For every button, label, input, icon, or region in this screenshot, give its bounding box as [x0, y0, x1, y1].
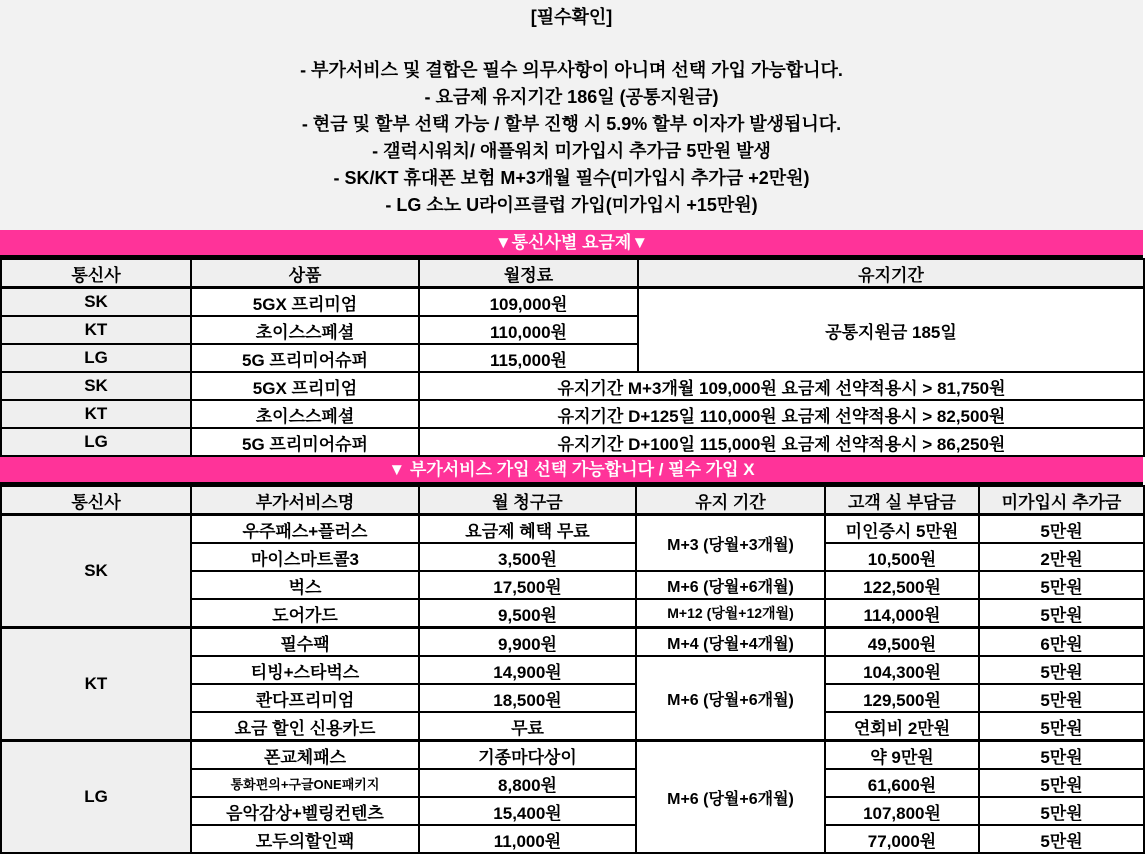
column-header-carrier: 통신사	[1, 486, 191, 515]
addon-row-sk	[1, 515, 1144, 544]
product-cell: 초이스스페셜	[191, 316, 419, 344]
support-note-cell: 공통지원금 185일	[638, 288, 1144, 373]
plan-table-banner: ▼통신사별 요금제▼	[0, 230, 1143, 258]
cost-cell: 122,500원	[825, 571, 979, 599]
carrier-cell: LG	[1, 344, 191, 372]
notice-block	[0, 0, 1143, 219]
monthly-cell: 14,900원	[419, 656, 636, 684]
column-header-carrier: 통신사	[1, 259, 191, 288]
service-cell: 음악감상+벨링컨텐츠	[191, 797, 419, 825]
period-cell: M+6 (당월+6개월)	[636, 656, 825, 741]
service-cell: 필수팩	[191, 628, 419, 657]
column-header-maintain: 유지기간	[638, 259, 1144, 288]
column-header-service: 부가서비스명	[191, 486, 419, 515]
penalty-cell: 6만원	[979, 628, 1144, 657]
service-cell: 도어가드	[191, 599, 419, 628]
service-cell: 티빙+스타벅스	[191, 656, 419, 684]
monthly-cell: 11,000원	[419, 825, 636, 853]
period-cell: M+3 (당월+3개월)	[636, 515, 825, 572]
cost-cell: 연회비 2만원	[825, 712, 979, 741]
penalty-cell: 5만원	[979, 599, 1144, 628]
monthly-cell: 8,800원	[419, 769, 636, 797]
fee-cell: 109,000원	[419, 288, 638, 317]
column-header-monthly-fee: 월정료	[419, 259, 638, 288]
period-cell: M+6 (당월+6개월)	[636, 741, 825, 854]
cost-cell: 10,500원	[825, 543, 979, 571]
cost-cell: 약 9만원	[825, 741, 979, 770]
notice-line: - 갤럭시워치/ 애플워치 미가입시 추가금 5만원 발생	[372, 141, 771, 161]
plan-detail-row	[1, 372, 1144, 400]
penalty-cell: 5만원	[979, 797, 1144, 825]
service-cell: 마이스마트콜3	[191, 543, 419, 571]
plan-detail-row	[1, 400, 1144, 428]
product-cell: 5GX 프리미엄	[191, 372, 419, 400]
service-cell: 요금 할인 신용카드	[191, 712, 419, 741]
plan-header-row	[1, 259, 1144, 288]
monthly-cell: 18,500원	[419, 684, 636, 712]
column-header-monthly: 월 청구금	[419, 486, 636, 515]
carrier-cell: LG	[1, 741, 191, 854]
notice-lines	[0, 57, 1143, 219]
notice-line: - 현금 및 할부 선택 가능 / 할부 진행 시 5.9% 할부 이자가 발생됩니다.	[301, 114, 842, 134]
notice-line: - 요금제 유지기간 186일 (공통지원금)	[424, 87, 719, 107]
plan-row	[1, 288, 1144, 317]
detail-cell: 유지기간 D+100일 115,000원 요금제 선약적용시 > 86,250원	[419, 428, 1144, 456]
column-header-customer-cost: 고객 실 부담금	[825, 486, 979, 515]
product-cell: 초이스스페셜	[191, 400, 419, 428]
period-cell: M+6 (당월+6개월)	[636, 571, 825, 599]
penalty-cell: 5만원	[979, 515, 1144, 544]
service-cell: 폰교체패스	[191, 741, 419, 770]
penalty-cell: 5만원	[979, 571, 1144, 599]
cost-cell: 114,000원	[825, 599, 979, 628]
service-cell: 콴다프리미엄	[191, 684, 419, 712]
monthly-cell: 무료	[419, 712, 636, 741]
penalty-cell: 2만원	[979, 543, 1144, 571]
monthly-cell: 17,500원	[419, 571, 636, 599]
addon-row-kt	[1, 628, 1144, 657]
column-header-product: 상품	[191, 259, 419, 288]
detail-cell: 유지기간 D+125일 110,000원 요금제 선약적용시 > 82,500원	[419, 400, 1144, 428]
monthly-cell: 요금제 혜택 무료	[419, 515, 636, 544]
monthly-cell: 9,500원	[419, 599, 636, 628]
period-cell: M+4 (당월+4개월)	[636, 628, 825, 657]
period-cell: M+12 (당월+12개월)	[636, 599, 825, 628]
cost-cell: 104,300원	[825, 656, 979, 684]
penalty-cell: 5만원	[979, 769, 1144, 797]
monthly-cell: 9,900원	[419, 628, 636, 657]
carrier-cell: KT	[1, 400, 191, 428]
cost-cell: 107,800원	[825, 797, 979, 825]
cost-cell: 129,500원	[825, 684, 979, 712]
carrier-cell: SK	[1, 288, 191, 317]
penalty-cell: 5만원	[979, 712, 1144, 741]
carrier-cell: KT	[1, 316, 191, 344]
carrier-cell: SK	[1, 515, 191, 628]
cost-cell: 미인증시 5만원	[825, 515, 979, 544]
fee-cell: 110,000원	[419, 316, 638, 344]
carrier-cell: KT	[1, 628, 191, 741]
monthly-cell: 3,500원	[419, 543, 636, 571]
column-header-period: 유지 기간	[636, 486, 825, 515]
addon-header-row	[1, 486, 1144, 515]
product-cell: 5GX 프리미엄	[191, 288, 419, 317]
notice-line: - SK/KT 휴대폰 보험 M+3개월 필수(미가입시 추가금 +2만원)	[333, 168, 810, 188]
product-cell: 5G 프리미어슈퍼	[191, 344, 419, 372]
plan-detail-row	[1, 428, 1144, 456]
monthly-cell: 15,400원	[419, 797, 636, 825]
penalty-cell: 5만원	[979, 741, 1144, 770]
service-cell: 벅스	[191, 571, 419, 599]
service-cell: 우주패스+플러스	[191, 515, 419, 544]
cost-cell: 61,600원	[825, 769, 979, 797]
notice-line: - 부가서비스 및 결합은 필수 의무사항이 아니며 선택 가입 가능합니다.	[300, 60, 843, 80]
penalty-cell: 5만원	[979, 825, 1144, 853]
carrier-cell: SK	[1, 372, 191, 400]
detail-cell: 유지기간 M+3개월 109,000원 요금제 선약적용시 > 81,750원	[419, 372, 1144, 400]
penalty-cell: 5만원	[979, 684, 1144, 712]
service-cell: 모두의할인팩	[191, 825, 419, 853]
service-cell: 통화편의+구글ONE패키지	[191, 769, 419, 797]
carrier-cell: LG	[1, 428, 191, 456]
notice-title: [필수확인]	[530, 7, 613, 27]
addon-table-banner: ▼ 부가서비스 가입 선택 가능합니다 / 필수 가입 X	[0, 457, 1143, 485]
addon-table	[0, 485, 1145, 854]
addon-row-lg	[1, 741, 1144, 770]
notice-line: - LG 소노 U라이프클럽 가입(미가입시 +15만원)	[385, 195, 758, 215]
fee-cell: 115,000원	[419, 344, 638, 372]
penalty-cell: 5만원	[979, 656, 1144, 684]
column-header-penalty: 미가입시 추가금	[979, 486, 1144, 515]
plan-table	[0, 258, 1145, 457]
monthly-cell: 기종마다상이	[419, 741, 636, 770]
cost-cell: 77,000원	[825, 825, 979, 853]
product-cell: 5G 프리미어슈퍼	[191, 428, 419, 456]
cost-cell: 49,500원	[825, 628, 979, 657]
